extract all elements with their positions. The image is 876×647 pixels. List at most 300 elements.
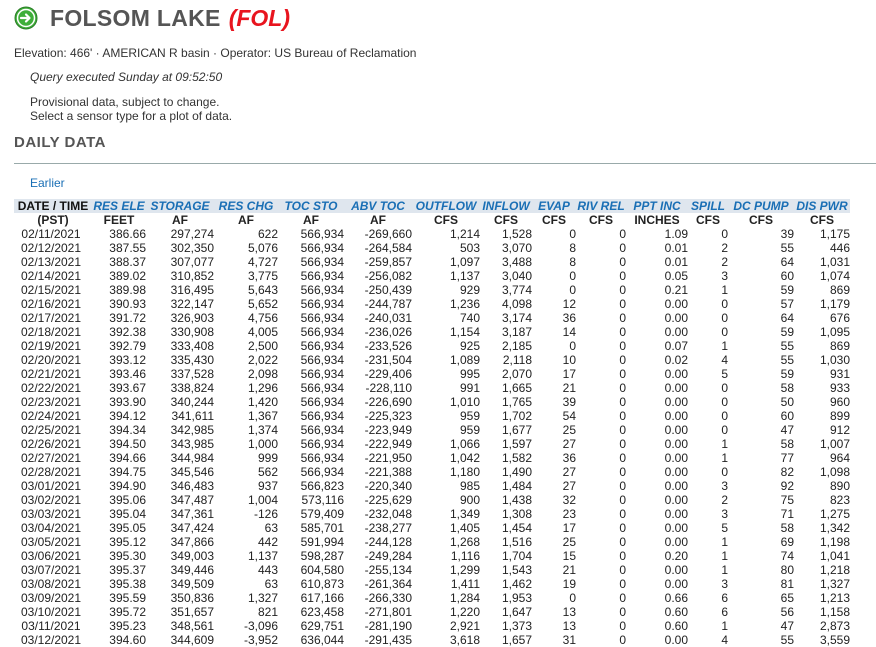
value-cell: 0 [619,255,626,269]
column-unit: INCHES [634,213,680,227]
value-cell: 39 [562,395,576,409]
value-cell: 591,994 [300,535,344,549]
date-cell: 02/22/2021 [20,381,82,395]
value-cell: 0 [721,227,728,241]
value-cell: 349,446 [170,563,214,577]
value-cell: 326,903 [170,311,214,325]
value-cell: 0.66 [664,591,688,605]
value-cell: 1,702 [501,409,532,423]
value-cell: -271,801 [364,605,412,619]
date-cell: 02/11/2021 [21,227,81,241]
column-header-res-ele[interactable]: RES ELE [93,199,145,213]
value-cell: 347,361 [170,507,214,521]
notes [30,95,232,123]
value-cell: 6 [721,605,728,619]
value-cell: 395.06 [109,493,146,507]
value-cell: 47 [780,423,794,437]
value-cell: 0.00 [664,437,688,451]
value-cell: 25 [562,423,576,437]
value-cell: 54 [562,409,576,423]
value-cell: 1,765 [501,395,532,409]
value-cell: 0 [619,311,626,325]
station-meta: Elevation: 466' · AMERICAN R basin · Operator: US Bureau of Reclamation [14,46,417,60]
value-cell: 39 [780,227,794,241]
query-executed-text: Query executed Sunday at 09:52:50 [30,70,223,84]
value-cell: 50 [780,395,794,409]
date-cell: 02/27/2021 [20,451,82,465]
value-cell: 446 [829,241,850,255]
date-cell: 03/05/2021 [20,535,82,549]
value-cell: 0.21 [664,283,688,297]
value-cell: 937 [257,479,278,493]
date-cell: 02/16/2021 [20,297,82,311]
column-unit: AF [370,213,386,227]
table-row [14,507,850,521]
value-cell: 0.00 [664,381,688,395]
value-cell: 92 [780,479,794,493]
value-cell: 2,118 [502,353,532,367]
value-cell: 0 [619,605,626,619]
value-cell: 3,070 [501,241,532,255]
value-cell: 1,516 [501,535,532,549]
value-cell: 3 [721,269,728,283]
value-cell: 60 [780,409,794,423]
value-cell: 395.12 [109,535,146,549]
value-cell: 566,934 [300,451,344,465]
column-header-ppt-inc[interactable]: PPT INC [626,199,688,213]
value-cell: 566,934 [300,227,344,241]
table-row [14,619,850,633]
value-cell: -126 [253,507,278,521]
value-cell: 1,367 [247,409,278,423]
value-cell: 8 [569,241,576,255]
value-cell: 0.00 [664,563,688,577]
value-cell: -225,323 [364,409,412,423]
value-cell: 350,836 [170,591,214,605]
value-cell: 6 [721,591,728,605]
value-cell: 1,030 [819,353,850,367]
value-cell: 0 [619,339,626,353]
value-cell: 0 [721,325,728,339]
table-row [14,367,850,381]
value-cell: 0 [619,409,626,423]
value-cell: -225,629 [364,493,412,507]
table-row [14,451,850,465]
value-cell: 346,483 [170,479,214,493]
value-cell: -3,952 [243,633,278,647]
date-cell: 03/07/2021 [20,563,82,577]
value-cell: 1,543 [501,563,532,577]
value-cell: 0 [619,451,626,465]
value-cell: -264,584 [364,241,412,255]
value-cell: 64 [780,255,794,269]
value-cell: 10 [562,353,576,367]
value-cell: 566,934 [300,409,344,423]
value-cell: 3,774 [501,283,532,297]
date-cell: 03/10/2021 [20,605,82,619]
value-cell: 1,031 [819,255,850,269]
value-cell: 36 [562,311,576,325]
value-cell: 566,934 [300,367,344,381]
value-cell: -228,110 [365,381,412,395]
value-cell: 17 [562,521,576,535]
value-cell: -281,190 [364,619,412,633]
value-cell: 5 [721,521,728,535]
value-cell: 393.12 [109,353,146,367]
value-cell: 65 [780,591,794,605]
station-code: (FOL) [228,4,290,31]
value-cell: 0 [619,325,626,339]
value-cell: -220,340 [364,479,412,493]
value-cell: 1,665 [501,381,532,395]
table-row [14,311,850,325]
value-cell: 60 [780,269,794,283]
value-cell: 0 [619,465,626,479]
value-cell: -261,364 [364,577,412,591]
table-row [14,521,850,535]
value-cell: 1,462 [501,577,532,591]
value-cell: 13 [562,605,576,619]
date-cell: 02/17/2021 [20,311,82,325]
value-cell: 351,657 [170,605,214,619]
value-cell: 1,137 [247,549,278,563]
value-cell: 1,657 [501,633,532,647]
date-cell: 02/19/2021 [20,339,82,353]
table-row [14,591,850,605]
value-cell: 0 [619,367,626,381]
value-cell: 1,041 [819,549,850,563]
value-cell: 57 [780,297,794,311]
value-cell: 3,488 [501,255,532,269]
value-cell: 1,490 [501,465,532,479]
value-cell: 8 [569,255,576,269]
value-cell: 636,044 [300,633,344,647]
value-cell: 322,147 [170,297,214,311]
value-cell: 0 [619,395,626,409]
table-row [14,563,850,577]
value-cell: 58 [780,437,794,451]
value-cell: 17 [562,367,576,381]
column-header-res-chg[interactable]: RES CHG [214,199,278,213]
column-unit: CFS [589,213,613,227]
value-cell: 0 [619,591,626,605]
value-cell: 335,430 [170,353,214,367]
green-arrow-icon[interactable] [14,6,38,30]
value-cell: 297,274 [170,227,214,241]
value-cell: 0.00 [664,451,688,465]
column-header-evap[interactable]: EVAP [532,199,576,213]
value-cell: 1,647 [501,605,532,619]
date-cell: 02/13/2021 [20,255,82,269]
value-cell: 27 [562,437,576,451]
table-row [14,423,850,437]
value-cell: -266,330 [364,591,412,605]
value-cell: 0 [619,283,626,297]
value-cell: 1,528 [501,227,532,241]
value-cell: 36 [562,451,576,465]
value-cell: 5,076 [247,241,278,255]
table-row [14,353,850,367]
value-cell: 3,187 [501,325,532,339]
value-cell: 4,005 [247,325,278,339]
value-cell: 0 [619,563,626,577]
value-cell: 23 [562,507,576,521]
value-cell: 1,582 [501,451,532,465]
table-row [14,241,850,255]
value-cell: 0 [619,423,626,437]
value-cell: 0 [569,339,576,353]
value-cell: 1,405 [449,521,480,535]
value-cell: 395.04 [109,507,146,521]
value-cell: 869 [829,339,850,353]
value-cell: 3,775 [247,269,278,283]
value-cell: 0 [721,311,728,325]
value-cell: 929 [459,283,480,297]
value-cell: 1 [721,437,728,451]
value-cell: 0.01 [664,255,688,269]
column-unit: CFS [434,213,458,227]
value-cell: 573,116 [301,493,344,507]
value-cell: 21 [562,563,576,577]
value-cell: 0.00 [664,535,688,549]
column-unit: AF [238,213,254,227]
table-row [14,479,850,493]
value-cell: 14 [562,325,576,339]
value-cell: 0 [619,297,626,311]
value-cell: 0.60 [664,605,688,619]
value-cell: 740 [459,311,480,325]
value-cell: 604,580 [300,563,344,577]
date-cell: 02/26/2021 [20,437,82,451]
value-cell: 3 [721,577,728,591]
value-cell: 1,066 [449,437,480,451]
value-cell: 55 [780,241,794,255]
date-cell: 03/09/2021 [20,591,82,605]
value-cell: 0 [569,283,576,297]
value-cell: 0 [619,241,626,255]
value-cell: 869 [829,283,850,297]
value-cell: 344,984 [170,451,214,465]
column-header-dc-pump[interactable]: DC PUMP [728,199,794,213]
value-cell: 71 [780,507,794,521]
value-cell: 959 [459,423,480,437]
value-cell: 349,509 [170,577,214,591]
value-cell: 1,275 [819,507,850,521]
value-cell: 0.07 [664,339,688,353]
value-cell: 0 [721,381,728,395]
table-row [14,535,850,549]
value-cell: -3,096 [243,619,278,633]
value-cell: 2 [721,255,728,269]
value-cell: -229,406 [364,367,412,381]
value-cell: 1,411 [450,577,480,591]
value-cell: 0 [619,633,626,647]
column-header-dis-pwr[interactable]: DIS PWR [794,199,850,213]
value-cell: 622 [257,227,278,241]
value-cell: 566,934 [300,283,344,297]
value-cell: 395.23 [109,619,146,633]
value-cell: 1.09 [664,227,688,241]
value-cell: 0 [721,465,728,479]
value-cell: 0 [721,409,728,423]
value-cell: 2,185 [501,339,532,353]
value-cell: 1,218 [819,563,850,577]
value-cell: 69 [780,535,794,549]
value-cell: 2,873 [819,619,850,633]
value-cell: 0.02 [664,353,688,367]
value-cell: 899 [829,409,850,423]
value-cell: 0.00 [664,325,688,339]
value-cell: -249,284 [364,549,412,563]
value-cell: 0 [721,395,728,409]
value-cell: 387.55 [109,241,146,255]
value-cell: 1,180 [449,465,480,479]
value-cell: 443 [257,563,278,577]
value-cell: -232,048 [364,507,412,521]
value-cell: 3,040 [501,269,532,283]
value-cell: 629,751 [300,619,344,633]
earlier-link[interactable]: Earlier [30,176,65,190]
value-cell: 1,236 [449,297,480,311]
column-unit: CFS [749,213,773,227]
value-cell: -244,787 [364,297,412,311]
value-cell: 0.05 [664,269,688,283]
value-cell: 56 [780,605,794,619]
value-cell: 21 [562,381,576,395]
value-cell: 2,070 [501,367,532,381]
value-cell: 1 [721,451,728,465]
value-cell: 0 [569,227,576,241]
value-cell: 1,953 [501,591,532,605]
table-row [14,283,850,297]
date-cell: 02/18/2021 [20,325,82,339]
date-cell: 03/12/2021 [20,633,82,647]
column-header-riv-rel[interactable]: RIV REL [577,199,625,213]
value-cell: 3 [721,507,728,521]
value-cell: 0.20 [664,549,688,563]
value-cell: 349,003 [170,549,214,563]
value-cell: 392.79 [109,339,146,353]
value-cell: 55 [780,633,794,647]
value-cell: 1,484 [501,479,532,493]
date-cell: 02/15/2021 [20,283,82,297]
value-cell: 3,618 [449,633,480,647]
value-cell: -231,504 [364,353,412,367]
value-cell: 386.66 [109,227,146,241]
column-header-spill[interactable]: SPILL [688,199,728,213]
value-cell: 2,921 [449,619,480,633]
column-unit: CFS [810,213,834,227]
value-cell: 0 [619,619,626,633]
value-cell: 394.34 [109,423,146,437]
value-cell: 503 [459,241,480,255]
value-cell: 823 [829,493,850,507]
value-cell: 1,349 [449,507,480,521]
value-cell: 1,089 [449,353,480,367]
value-cell: 1,327 [819,577,850,591]
table-row [14,381,850,395]
value-cell: 12 [562,297,576,311]
value-cell: 392.38 [109,325,146,339]
column-header-inflow[interactable]: INFLOW [480,199,532,213]
date-cell: 03/01/2021 [20,479,82,493]
value-cell: -236,026 [364,325,412,339]
value-cell: 47 [780,619,794,633]
value-cell: 4,098 [501,297,532,311]
value-cell: 307,077 [170,255,214,269]
column-header-storage[interactable]: STORAGE [146,199,214,213]
value-cell: 345,546 [170,465,214,479]
date-cell: 02/28/2021 [20,465,82,479]
value-cell: 566,934 [300,311,344,325]
value-cell: 1,074 [819,269,850,283]
value-cell: 15 [562,549,576,563]
value-cell: 1,158 [819,605,850,619]
value-cell: 3 [721,479,728,493]
value-cell: 343,985 [170,437,214,451]
column-unit: CFS [494,213,518,227]
value-cell: -238,277 [364,521,412,535]
value-cell: 393.46 [109,367,146,381]
value-cell: 1,097 [449,255,480,269]
value-cell: -244,128 [364,535,412,549]
column-header-outflow[interactable]: OUTFLOW [412,199,480,213]
value-cell: 1,420 [247,395,278,409]
value-cell: 59 [780,325,794,339]
value-cell: 2,022 [247,353,278,367]
value-cell: 3,174 [501,311,532,325]
value-cell: 395.72 [109,605,146,619]
date-cell: 03/04/2021 [20,521,82,535]
value-cell: 0 [569,269,576,283]
column-header-abv-toc[interactable]: ABV TOC [344,199,412,213]
value-cell: 1,179 [819,297,850,311]
value-cell: 0 [619,353,626,367]
value-cell: 1 [721,283,728,297]
value-cell: 32 [562,493,576,507]
table-row [14,549,850,563]
value-cell: 388.37 [109,255,146,269]
value-cell: 347,487 [170,493,214,507]
value-cell: 55 [780,353,794,367]
value-cell: 1,268 [449,535,480,549]
value-cell: 1,677 [501,423,532,437]
value-cell: 1,296 [247,381,278,395]
value-cell: -226,690 [364,395,412,409]
value-cell: 27 [562,465,576,479]
value-cell: 991 [459,381,480,395]
date-cell: 03/11/2021 [21,619,81,633]
date-cell: 02/21/2021 [20,367,82,381]
column-header-toc-sto[interactable]: TOC STO [278,199,344,213]
value-cell: 389.02 [109,269,146,283]
value-cell: 4 [721,633,728,647]
column-header-date-time: DATE / TIME [14,199,92,213]
value-cell: 31 [562,633,576,647]
date-cell: 02/25/2021 [20,423,82,437]
value-cell: 0.00 [664,479,688,493]
value-cell: 330,908 [170,325,214,339]
value-cell: 1,342 [819,521,850,535]
value-cell: 0.00 [664,633,688,647]
value-cell: 348,561 [170,619,214,633]
value-cell: 393.90 [109,395,146,409]
value-cell: 2 [721,493,728,507]
value-cell: 566,934 [300,241,344,255]
date-cell: 02/12/2021 [20,241,82,255]
value-cell: 394.60 [109,633,146,647]
value-cell: 1 [721,339,728,353]
